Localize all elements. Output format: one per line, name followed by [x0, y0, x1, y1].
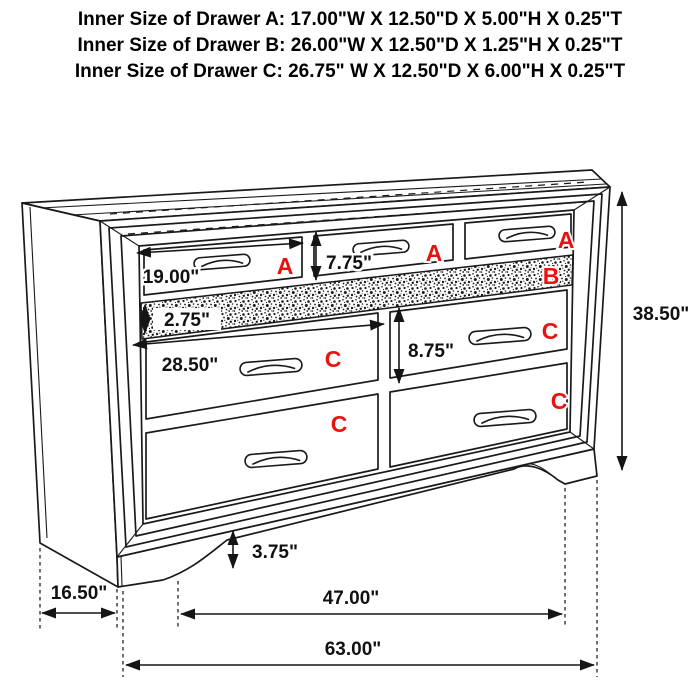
dim-drawer-a-width-label: 19.00": [142, 267, 200, 288]
dim-base-height-label: 3.75": [252, 542, 298, 563]
dim-drawer-a-height-label: 7.75": [326, 253, 372, 274]
dim-overall-height-label: 38.50": [632, 304, 690, 325]
drawer-c-bottom-right-letter: C: [550, 388, 568, 414]
dim-drawer-b-height-label: 2.75": [164, 310, 210, 331]
header-line-drawer-c: Inner Size of Drawer C: 26.75" W X 12.50"D X 6.00"H X 0.25"T: [74, 61, 626, 82]
header-line-drawer-a: Inner Size of Drawer A: 17.00"W X 12.50"D X 5.00"H X 0.25"T: [77, 9, 623, 30]
drawer-c-bottom-left-letter: C: [330, 411, 348, 437]
drawer-c-top-left-letter: C: [324, 346, 342, 372]
drawer-b-letter: B: [542, 263, 560, 289]
dim-drawer-c-width-label: 28.50": [161, 355, 219, 376]
drawer-a1-letter: A: [276, 253, 294, 279]
drawer-a2-letter: A: [425, 240, 443, 266]
drawer-a3-letter: A: [557, 227, 575, 253]
header-line-drawer-b: Inner Size of Drawer B: 26.00"W X 12.50"D X 1.25"H X 0.25"T: [77, 35, 623, 56]
dim-side-depth-label: 16.50": [50, 583, 108, 604]
drawer-c-top-right-letter: C: [541, 318, 559, 344]
dim-overall-width-label: 63.00": [324, 639, 382, 660]
dim-leg-span-label: 47.00": [322, 588, 380, 609]
dim-drawer-c-height-label: 8.75": [408, 341, 454, 362]
